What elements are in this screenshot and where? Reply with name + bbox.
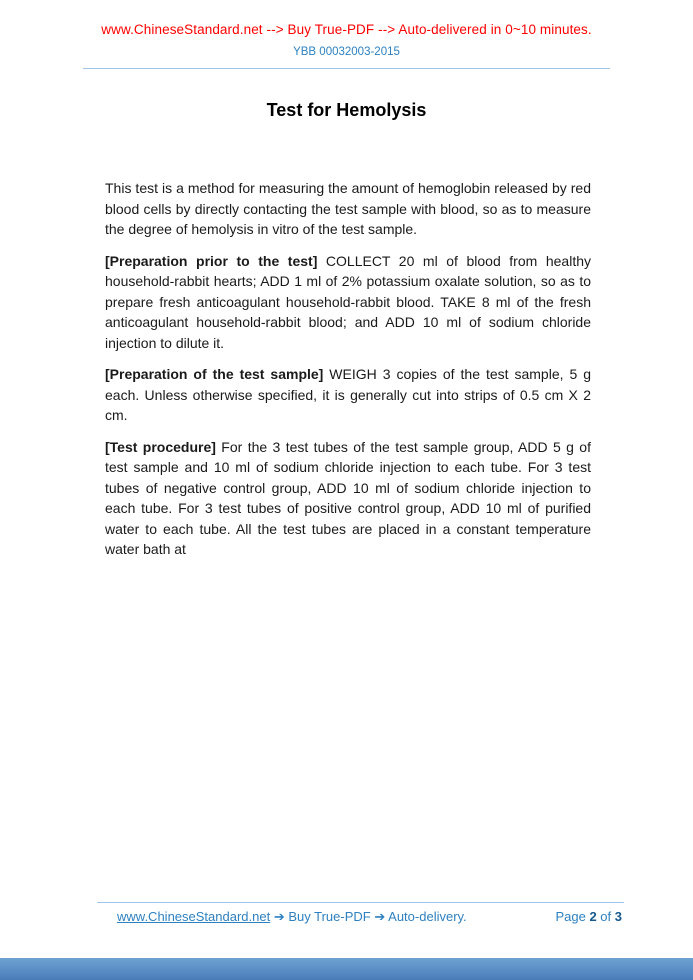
paragraph-test-procedure — [105, 437, 591, 560]
page-footer — [97, 902, 624, 925]
paragraph-text: For the 3 test tubes of the test sample group, ADD 5 g of test sample and 10 ml of sodium chloride injection to each tube. For 3 test tubes of negative control group, ADD 10 ml of sodium chloride injection to each tube. For 3 test tubes of positive control group, ADD 10 ml of purified water to each tube. All the test tubes are placed in a constant temperature water bath at — [105, 438, 591, 557]
page-indicator — [555, 909, 624, 924]
paragraph-intro — [105, 178, 591, 240]
page-header — [0, 0, 693, 69]
of-label: of — [600, 909, 612, 924]
paragraph-text: This test is a method for measuring the amount of hemoglobin released by red blood cells by directly contacting the test sample with blood, so as to measure the degree of hemolysis in vitro of the test sample. — [105, 180, 591, 237]
page-title: Test for Hemolysis — [266, 100, 427, 120]
arrow-right-icon: ➔ — [273, 909, 285, 924]
paragraph-lead: [Preparation prior to the test] — [105, 252, 318, 269]
paragraph-preparation-prior — [105, 251, 591, 354]
footer-color-bar — [0, 958, 693, 980]
arrow-right-icon: ➔ — [374, 909, 386, 924]
standard-code: YBB 00032003-2015 — [293, 46, 400, 58]
paragraph-text: COLLECT 20 ml of blood from healthy household-rabbit hearts; ADD 1 ml of 2% potassium oxalate solution, so as to prepare fresh anticoagulant household-rabbit blood. TAKE 8 ml of the fresh anticoagulant household-rabbit blood; and ADD 10 ml of sodium chloride injection to dilute it. — [105, 252, 591, 351]
footer-promo — [97, 909, 467, 925]
header-divider — [83, 68, 610, 69]
page-label: Page — [555, 909, 586, 924]
current-page-number: 2 — [589, 909, 597, 924]
footer-site-link[interactable]: www.ChineseStandard.net — [117, 909, 271, 924]
document-body — [105, 178, 591, 560]
paragraph-lead: [Test procedure] — [105, 438, 216, 455]
paragraph-lead: [Preparation of the test sample] — [105, 366, 324, 382]
paragraph-text: WEIGH 3 copies of the test sample, 5 g each. Unless otherwise specified, it is generally cut into strips of 0.5 cm X 2 cm. — [105, 366, 592, 423]
footer-buy-text: Buy True-PDF — [288, 909, 371, 924]
footer-delivery-text: Auto-delivery. — [388, 909, 467, 924]
promo-banner-text: www.ChineseStandard.net --> Buy True-PDF --> Auto-delivered in 0~10 minutes. — [101, 22, 592, 37]
total-page-number: 3 — [614, 909, 622, 924]
paragraph-preparation-sample — [105, 364, 591, 426]
